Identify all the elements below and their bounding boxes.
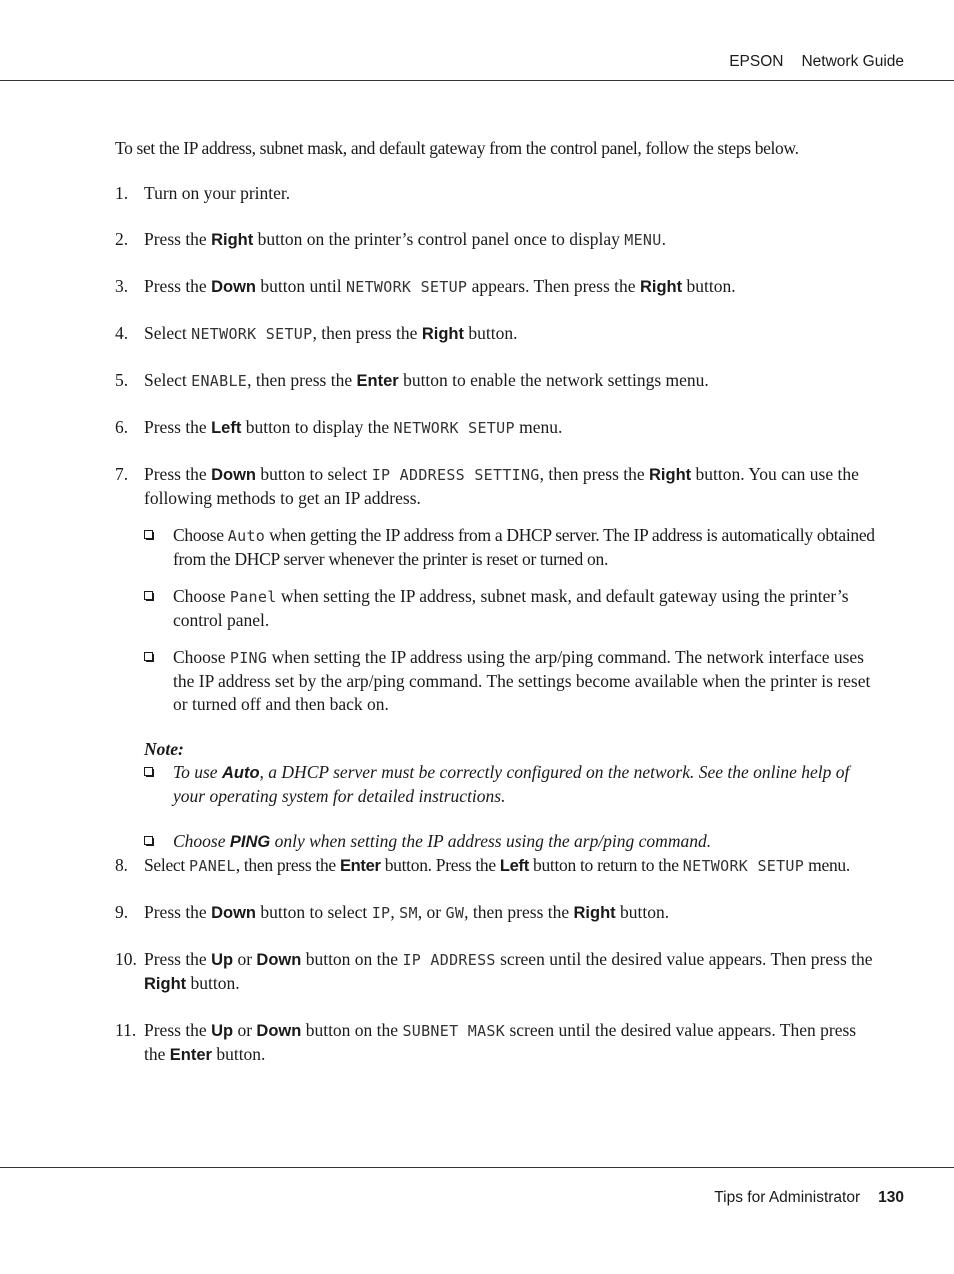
- step-text: , then press the: [235, 855, 340, 875]
- step-4: [115, 322, 880, 346]
- step-text: menu.: [804, 855, 850, 875]
- step-text: button to select: [256, 464, 372, 484]
- menu-name: NETWORK SETUP: [393, 419, 515, 437]
- menu-name: ENABLE: [191, 372, 248, 390]
- step-number: 8.: [115, 855, 128, 875]
- step-number: 4.: [115, 323, 129, 343]
- button-name: Up: [211, 951, 234, 969]
- option-name: IP: [371, 904, 391, 922]
- method-text: when setting the IP address using the arp/ping command. The network interface uses the IP address set by the arp/ping command. The settings become available when the printer is reset or turned off and then back on.: [173, 647, 871, 714]
- method-text: when setting the IP address, subnet mask, and default gateway using the printer’s control panel.: [173, 586, 849, 630]
- note-title: Note:: [144, 739, 184, 759]
- step-text: Select: [144, 323, 192, 343]
- brand-name: EPSON: [729, 53, 784, 70]
- button-name: Right: [649, 466, 692, 484]
- note-text: only when setting the IP address using the arp/ping command.: [270, 831, 712, 851]
- step-text: .: [661, 229, 666, 249]
- step-5: [115, 369, 880, 393]
- button-name: Down: [256, 951, 302, 969]
- method-text: when getting the IP address from a DHCP server. The IP address is automatically obtained from the DHCP server whenever the printer is reset or turned on.: [173, 525, 875, 569]
- step-text: button on the printer’s control panel once to display: [253, 229, 625, 249]
- button-name: Down: [211, 904, 256, 922]
- button-name: Right: [421, 325, 464, 343]
- step-number: 11.: [115, 1020, 137, 1040]
- button-name: Up: [211, 1022, 234, 1040]
- button-name: Enter: [169, 1046, 212, 1064]
- step-10: [115, 948, 880, 996]
- checkbox-bullet-icon: [144, 652, 153, 661]
- step-text: button.: [463, 323, 518, 343]
- step-text: or: [233, 949, 257, 969]
- screen-name: IP ADDRESS: [402, 951, 496, 969]
- note-box: [144, 738, 880, 854]
- button-name: Down: [256, 1022, 302, 1040]
- step-number: 7.: [115, 464, 129, 484]
- option-name: PING: [229, 649, 268, 667]
- method-text: Choose: [173, 586, 230, 606]
- step-text: button.: [186, 973, 240, 993]
- step-1: [115, 182, 880, 205]
- page-footer: [714, 1186, 904, 1209]
- step-6: [115, 416, 880, 440]
- document-title: Network Guide: [801, 53, 904, 70]
- step-text: Press the: [144, 902, 212, 922]
- intro-paragraph: To set the IP address, subnet mask, and default gateway from the control panel, follow the steps below.: [115, 138, 799, 158]
- option-name: Auto: [221, 764, 260, 782]
- step-text: screen until the desired value appears. Then press the: [144, 1020, 857, 1064]
- step-text: button on the: [301, 1020, 403, 1040]
- step-text: button to return to the: [528, 855, 683, 875]
- button-name: Left: [211, 419, 242, 437]
- menu-name: IP ADDRESS SETTING: [371, 466, 540, 484]
- option-name: Panel: [229, 588, 277, 606]
- step-text: Press the: [144, 1020, 212, 1040]
- note-text: Choose: [173, 831, 230, 851]
- step-text: Select: [144, 370, 192, 390]
- step-text: Turn on your printer.: [144, 183, 291, 203]
- step-number: 3.: [115, 276, 129, 296]
- option-name: Auto: [227, 527, 266, 545]
- button-name: Enter: [339, 857, 381, 875]
- step-9: [115, 901, 880, 925]
- menu-name: PANEL: [189, 857, 236, 875]
- step-text: menu.: [514, 417, 563, 437]
- button-name: Right: [211, 231, 254, 249]
- button-name: Right: [639, 278, 683, 296]
- step-text: , then press the: [247, 370, 357, 390]
- step-text: screen until the desired value appears. Then press the: [495, 949, 873, 969]
- step-text: , then press the: [464, 902, 574, 922]
- method-text: Choose: [173, 647, 230, 667]
- step-text: ,: [390, 902, 400, 922]
- note-item-auto: [144, 761, 880, 808]
- checkbox-bullet-icon: [144, 591, 153, 600]
- button-name: Enter: [356, 372, 399, 390]
- button-name: Left: [499, 857, 529, 875]
- method-ping: [144, 646, 880, 716]
- page-number: 130: [878, 1189, 904, 1206]
- menu-name: NETWORK SETUP: [682, 857, 805, 875]
- step-number: 2.: [115, 229, 129, 249]
- step-3: [115, 275, 880, 299]
- method-text: Choose: [173, 525, 228, 545]
- step-2: [115, 228, 880, 252]
- step-text: button.: [682, 276, 736, 296]
- page-header: [729, 50, 904, 73]
- method-auto: [144, 524, 880, 571]
- step-7: [115, 463, 880, 854]
- step-text: or: [233, 1020, 257, 1040]
- step-number: 5.: [115, 370, 129, 390]
- option-name: PING: [229, 833, 271, 851]
- step-8: [115, 854, 880, 878]
- step-text: button. You can use the following methods to get an IP address.: [144, 464, 859, 508]
- step-text: , then press the: [312, 323, 422, 343]
- step-text: button.: [211, 1044, 266, 1064]
- step-text: button on the: [301, 949, 403, 969]
- step-text: Select: [144, 855, 190, 875]
- main-content: [115, 137, 880, 1090]
- checkbox-bullet-icon: [144, 767, 153, 776]
- step-text: button to enable the network settings menu.: [398, 370, 709, 390]
- header-rule: [0, 80, 954, 81]
- section-title: Tips for Administrator: [714, 1189, 861, 1206]
- step-text: button to select: [256, 902, 372, 922]
- button-name: Down: [211, 278, 256, 296]
- step-text: Press the: [144, 949, 212, 969]
- button-name: Down: [211, 466, 256, 484]
- method-panel: [144, 585, 880, 632]
- step-text: button to display the: [241, 417, 394, 437]
- step-text: button. Press the: [380, 855, 500, 875]
- option-name: GW: [445, 904, 465, 922]
- menu-name: NETWORK SETUP: [191, 325, 313, 343]
- menu-name: NETWORK SETUP: [345, 278, 468, 296]
- note-text: , a DHCP server must be correctly configured on the network. See the online help of your operating system for detailed instructions.: [173, 762, 850, 806]
- step-11: [115, 1019, 880, 1067]
- step-text: Press the: [144, 464, 212, 484]
- step-text: appears. Then press the: [467, 276, 640, 296]
- note-item-ping: [144, 830, 880, 854]
- button-name: Right: [144, 975, 187, 993]
- step-text: , or: [417, 902, 446, 922]
- screen-name: SUBNET MASK: [402, 1022, 506, 1040]
- step-text: Press the: [144, 417, 212, 437]
- checkbox-bullet-icon: [144, 530, 153, 539]
- step-number: 1.: [115, 183, 129, 203]
- menu-name: MENU: [624, 231, 662, 249]
- step-text: , then press the: [539, 464, 650, 484]
- note-text: To use: [173, 762, 222, 782]
- option-name: SM: [399, 904, 418, 922]
- step-number: 6.: [115, 417, 129, 437]
- button-name: Right: [573, 904, 616, 922]
- step-text: Press the: [144, 276, 212, 296]
- checkbox-bullet-icon: [144, 836, 153, 845]
- method-list: [144, 524, 880, 716]
- step-text: button.: [615, 902, 670, 922]
- step-text: Press the: [144, 229, 212, 249]
- step-text: button until: [256, 276, 346, 296]
- step-number: 9.: [115, 902, 129, 922]
- footer-rule: [0, 1167, 954, 1168]
- step-number: 10.: [115, 949, 137, 969]
